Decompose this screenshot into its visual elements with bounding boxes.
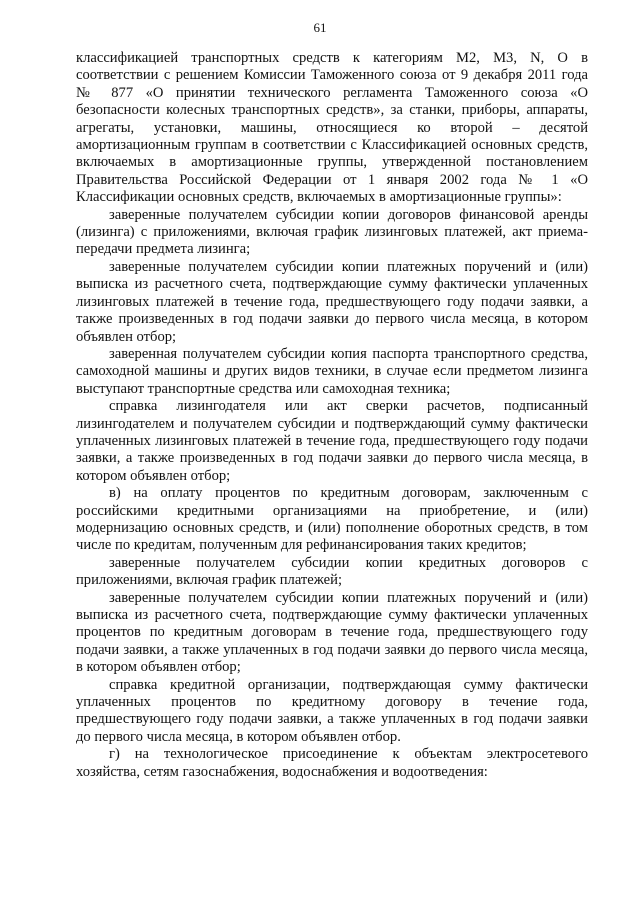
paragraph-10: г) на технологическое присоединение к объектам электросетевого хозяйства, сетям газоснабжения, водоснабжения и водоотведения: xyxy=(76,746,588,780)
paragraph-8: заверенные получателем субсидии копии платежных поручений и (или) выписка из расчетного счета, подтверждающие сумму фактически уплаченных процентов по кредитным договорам в течение года, предшествующего году подачи заявки, а также уплаченных в год подачи заявки до первого числа месяца, в котором объявлен отбор; xyxy=(76,589,588,676)
paragraph-2: заверенные получателем субсидии копии договоров финансовой аренды (лизинга) с приложениями, включая график лизинговых платежей, акт приема-передачи предмета лизинга; xyxy=(76,206,588,258)
paragraph-5: справка лизингодателя или акт сверки расчетов, подписанный лизингодателем и получателем субсидии и подтверждающий сумму фактически уплаченных лизинговых платежей в течение года, предшествующего году подачи заявки, а также произведенных в год подачи заявки до первого числа месяца, в котором объявлен отбор; xyxy=(76,398,588,484)
paragraph-3: заверенные получателем субсидии копии платежных поручений и (или) выписка из расчетного счета, подтверждающие сумму фактически уплаченных лизинговых платежей в течение года, предшествующего году подачи заявки, а также произведенных в год подачи заявки до первого числа месяца, в котором объявлен отбор; xyxy=(76,258,588,345)
page-number: 61 xyxy=(313,20,327,35)
paragraph-6: в) на оплату процентов по кредитным договорам, заключенным с российскими кредитными организациями на приобретение, и (или) модернизацию основных средств, и (или) пополнение оборотных средств, в том числе по кредитам, полученным для рефинансирования таких кредитов; xyxy=(76,485,588,554)
paragraph-1: классификацией транспортных средств к категориям М2, М3, N, О в соответствии с решением Комиссии Таможенного союза от 9 декабря 2011 года № 877 «О принятии технического регламента Таможенного союза «О безопасности колесных транспортных средств», за станки, приборы, аппараты, агрегаты, установки, машины, относящиеся ко второй – десятой амортизационным группам в соответствии с Классификацией основных средств, включаемых в амортизационные группы, утвержденной постановлением Правительства Российской Федерации от 1 января 2002 года № 1 «О Классификации основных средств, включаемых в амортизационные группы»: xyxy=(76,50,588,206)
paragraph-7: заверенные получателем субсидии копии кредитных договоров с приложениями, включая график платежей; xyxy=(76,554,588,589)
paragraph-9: справка кредитной организации, подтверждающая сумму фактически уплаченных процентов по кредитному договору в течение года, предшествующего году подачи заявки, а также уплаченных в год подачи заявки до первого числа месяца, в котором объявлен отбор. xyxy=(76,676,588,745)
document-body xyxy=(76,50,588,781)
paragraph-4: заверенная получателем субсидии копия паспорта транспортного средства, самоходной машины и других видов техники, в случае если предметом лизинга выступают транспортные средства или самоходная техника; xyxy=(76,345,588,397)
